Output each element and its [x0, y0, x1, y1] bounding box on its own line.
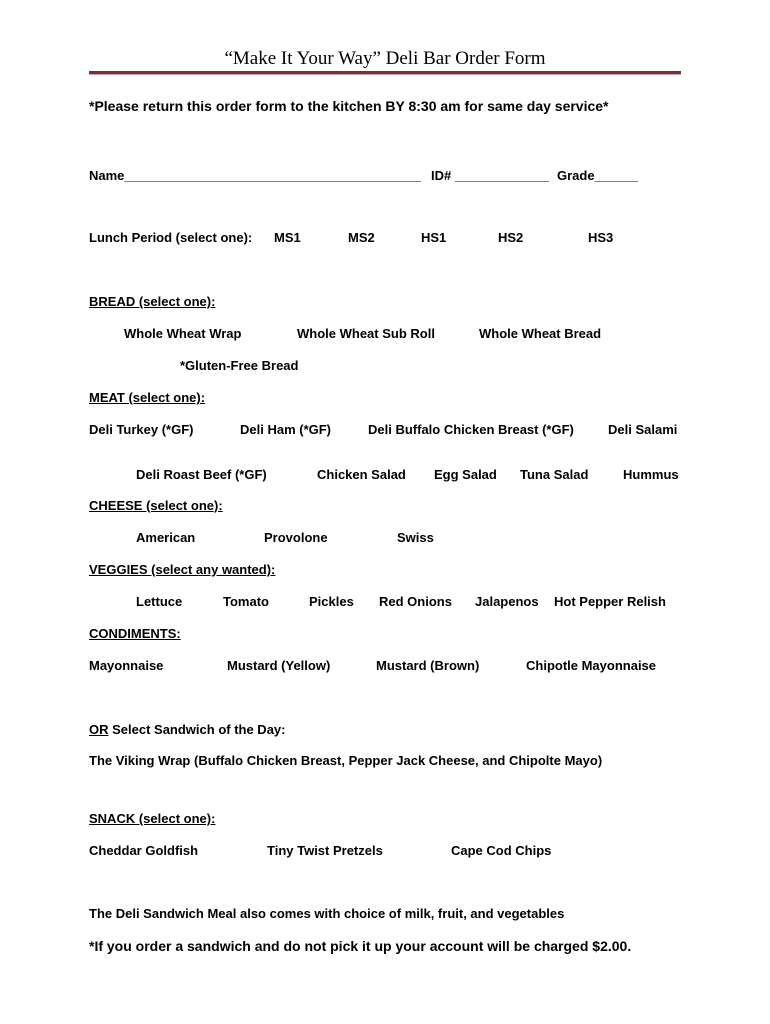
- snack-option[interactable]: Tiny Twist Pretzels: [267, 843, 383, 858]
- or-label: OR: [89, 722, 109, 737]
- veggie-option[interactable]: Tomato: [223, 594, 269, 609]
- meat-option[interactable]: Hummus: [623, 467, 679, 482]
- meat-heading: MEAT (select one):: [89, 390, 206, 405]
- veggie-option[interactable]: Red Onions: [379, 594, 452, 609]
- snack-option[interactable]: Cheddar Goldfish: [89, 843, 199, 858]
- id-field[interactable]: ID# _____________: [431, 168, 549, 183]
- lunch-option-hs3[interactable]: HS3: [588, 230, 614, 245]
- condiment-option[interactable]: Mayonnaise: [89, 658, 164, 673]
- sandwich-of-day-option[interactable]: The Viking Wrap (Buffalo Chicken Breast, Pepper Jack Cheese, and Chipolte Mayo): [89, 753, 603, 768]
- bread-option[interactable]: Whole Wheat Sub Roll: [297, 326, 435, 341]
- meat-option[interactable]: Deli Buffalo Chicken Breast (*GF): [368, 422, 574, 437]
- cheese-heading: CHEESE (select one):: [89, 498, 223, 513]
- meat-option[interactable]: Chicken Salad: [317, 467, 406, 482]
- veggies-heading: VEGGIES (select any wanted):: [89, 562, 276, 577]
- meat-option[interactable]: Deli Turkey (*GF): [89, 422, 194, 437]
- snack-heading: SNACK (select one):: [89, 811, 216, 826]
- meat-option[interactable]: Deli Salami: [608, 422, 678, 437]
- lunch-option-ms1[interactable]: MS1: [274, 230, 301, 245]
- veggie-option[interactable]: Lettuce: [136, 594, 183, 609]
- condiment-option[interactable]: Mustard (Yellow): [227, 658, 331, 673]
- meat-option[interactable]: Deli Ham (*GF): [240, 422, 332, 437]
- cheese-option[interactable]: Swiss: [397, 530, 434, 545]
- condiment-option[interactable]: Chipotle Mayonnaise: [526, 658, 657, 673]
- bread-heading: BREAD (select one):: [89, 294, 216, 309]
- meal-note: The Deli Sandwich Meal also comes with choice of milk, fruit, and vegetables: [89, 906, 565, 921]
- veggie-option[interactable]: Jalapenos: [475, 594, 539, 609]
- grade-field[interactable]: Grade______: [557, 168, 638, 183]
- sandwich-of-day-heading: [89, 722, 286, 738]
- bread-option[interactable]: *Gluten-Free Bread: [180, 358, 299, 373]
- condiment-option[interactable]: Mustard (Brown): [376, 658, 480, 673]
- lunch-option-ms2[interactable]: MS2: [348, 230, 375, 245]
- title-divider: [89, 71, 681, 75]
- name-field[interactable]: Name_________________________________________: [89, 168, 421, 183]
- bread-option[interactable]: Whole Wheat Wrap: [124, 326, 242, 341]
- lunch-option-hs1[interactable]: HS1: [421, 230, 447, 245]
- cheese-option[interactable]: American: [136, 530, 196, 545]
- meat-option[interactable]: Egg Salad: [434, 467, 497, 482]
- snack-option[interactable]: Cape Cod Chips: [451, 843, 552, 858]
- cheese-option[interactable]: Provolone: [264, 530, 328, 545]
- meat-option[interactable]: Deli Roast Beef (*GF): [136, 467, 267, 482]
- veggie-option[interactable]: Pickles: [309, 594, 354, 609]
- condiments-heading: CONDIMENTS:: [89, 626, 181, 641]
- lunch-option-hs2[interactable]: HS2: [498, 230, 524, 245]
- form-title: “Make It Your Way” Deli Bar Order Form: [224, 48, 546, 69]
- return-notice: *Please return this order form to the kitchen BY 8:30 am for same day service*: [89, 98, 609, 114]
- sandwich-of-day-label: Select Sandwich of the Day:: [108, 722, 286, 737]
- lunch-period-label: Lunch Period (select one):: [89, 230, 253, 245]
- bread-option[interactable]: Whole Wheat Bread: [479, 326, 602, 341]
- charge-note: *If you order a sandwich and do not pick it up your account will be charged $2.00.: [89, 938, 632, 954]
- meat-option[interactable]: Tuna Salad: [520, 467, 589, 482]
- veggie-option[interactable]: Hot Pepper Relish: [554, 594, 666, 609]
